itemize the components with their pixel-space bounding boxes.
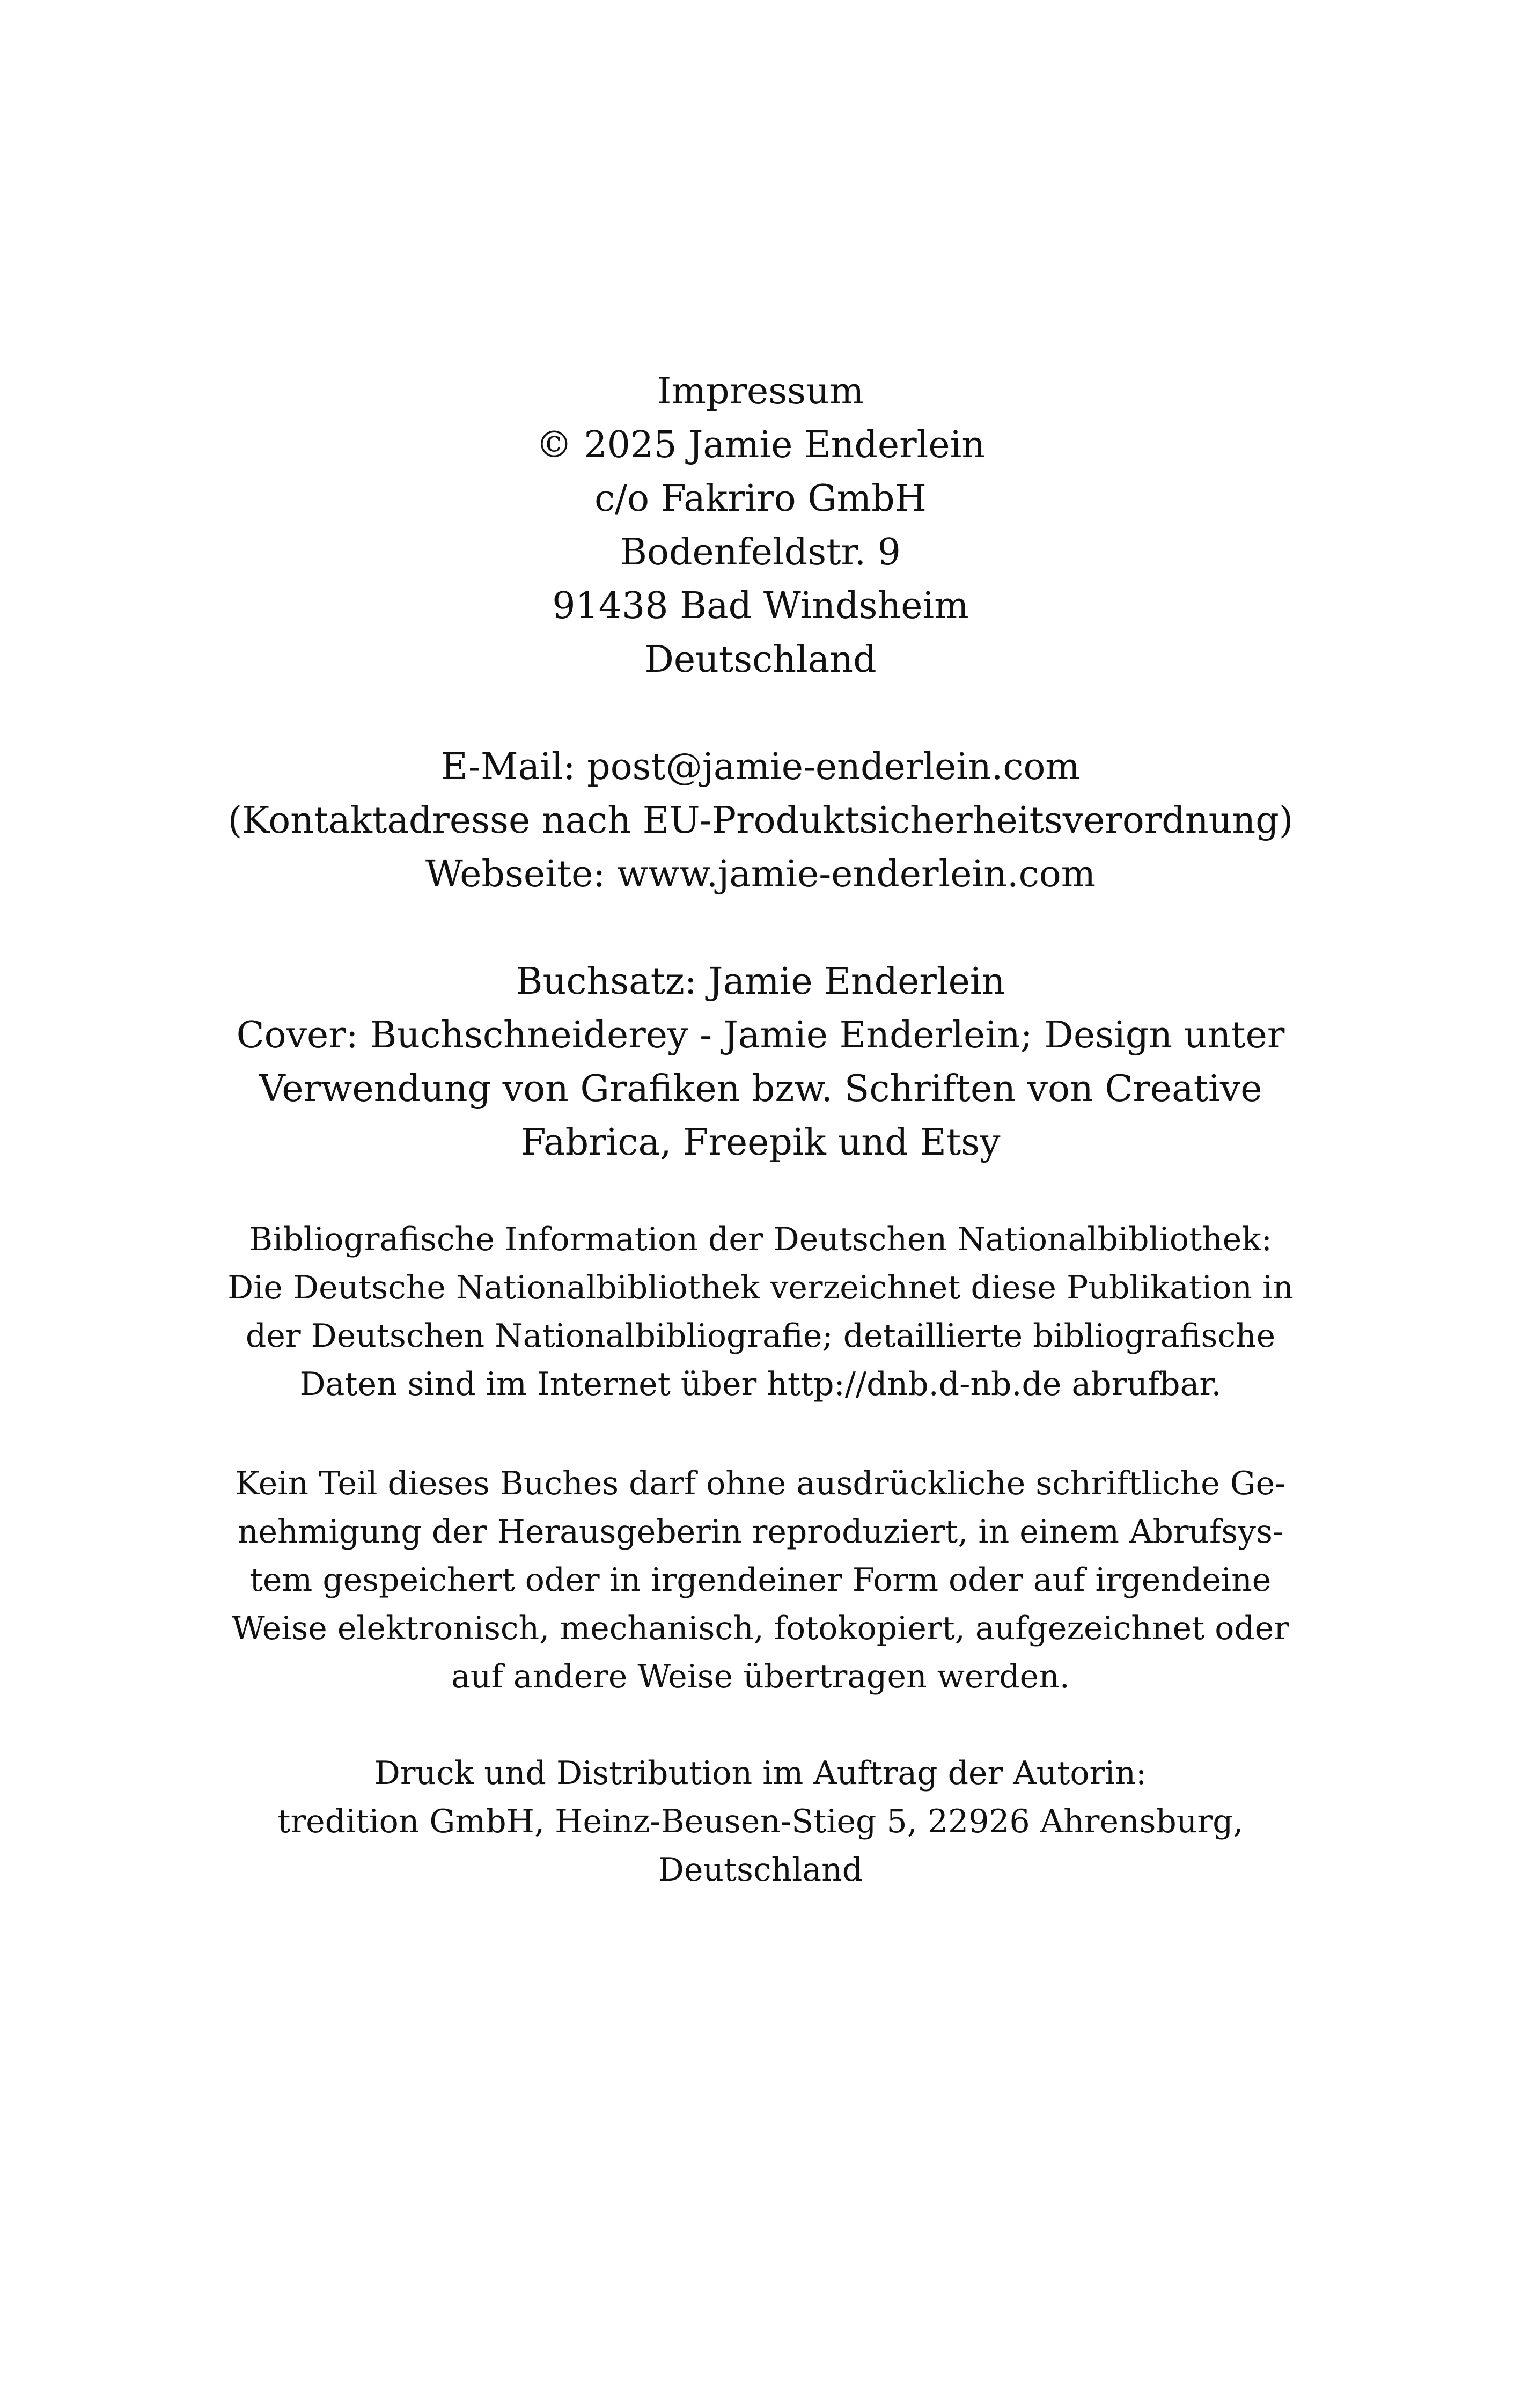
- cover-credit-line-3: Fabrica, Freepik und Etsy: [520, 1121, 1001, 1164]
- contact-note-line: (Kontaktadresse nach EU-Produktsicherheitsverordnung): [227, 799, 1294, 842]
- bibliography-line-4: Daten sind im Internet über http://dnb.d-nb.de abrufbar.: [299, 1365, 1222, 1403]
- typesetting-credit: Buchsatz: Jamie Enderlein: [516, 960, 1005, 1003]
- care-of-line: c/o Fakriro GmbH: [594, 478, 927, 520]
- country-line: Deutschland: [644, 638, 877, 681]
- publisher-address-block: [0, 365, 1521, 687]
- print-line-2: tredition GmbH, Heinz-Beusen-Stieg 5, 22926 Ahrensburg,: [277, 1803, 1244, 1840]
- rights-line-3: tem gespeichert oder in irgendeiner Form oder auf irgendeine: [249, 1561, 1272, 1599]
- email-line: E-Mail: post@jamie-enderlein.com: [441, 746, 1080, 788]
- contact-block: [0, 740, 1521, 901]
- copyright-line: © 2025 Jamie Enderlein: [535, 424, 986, 466]
- city-line: 91438 Bad Windsheim: [552, 585, 969, 627]
- street-line: Bodenfeldstr. 9: [620, 531, 901, 574]
- cover-credit-line-1: Cover: Buchschneiderey - Jamie Enderlein; Design unter: [236, 1014, 1285, 1056]
- rights-line-5: auf andere Weise übertragen werden.: [451, 1658, 1070, 1695]
- rights-line-4: Weise elektronisch, mechanisch, fotokopiert, aufgezeichnet oder: [231, 1610, 1289, 1647]
- imprint-heading: Impressum: [657, 370, 864, 413]
- rights-line-1: Kein Teil dieses Buches darf ohne ausdrückliche schriftliche Ge-: [235, 1465, 1286, 1502]
- rights-line-2: nehmigung der Herausgeberin reproduziert, in einem Abrufsys-: [237, 1513, 1284, 1551]
- credits-block: [0, 955, 1521, 1170]
- cover-credit-line-2: Verwendung von Grafiken bzw. Schriften von Creative: [259, 1068, 1262, 1110]
- print-distribution-block: [0, 1749, 1521, 1894]
- bibliography-line-2: Die Deutsche Nationalbibliothek verzeichnet diese Publikation in: [227, 1269, 1294, 1306]
- bibliography-block: [0, 1215, 1521, 1408]
- rights-block: [0, 1459, 1521, 1701]
- bibliography-line-1: Bibliografische Information der Deutschen Nationalbibliothek:: [249, 1221, 1272, 1258]
- website-line: Webseite: www.jamie-enderlein.com: [425, 853, 1096, 895]
- bibliography-line-3: der Deutschen Nationalbibliografie; detaillierte bibliografische: [245, 1317, 1276, 1355]
- print-line-3: Deutschland: [658, 1851, 863, 1889]
- print-line-1: Druck und Distribution im Auftrag der Autorin:: [374, 1754, 1147, 1792]
